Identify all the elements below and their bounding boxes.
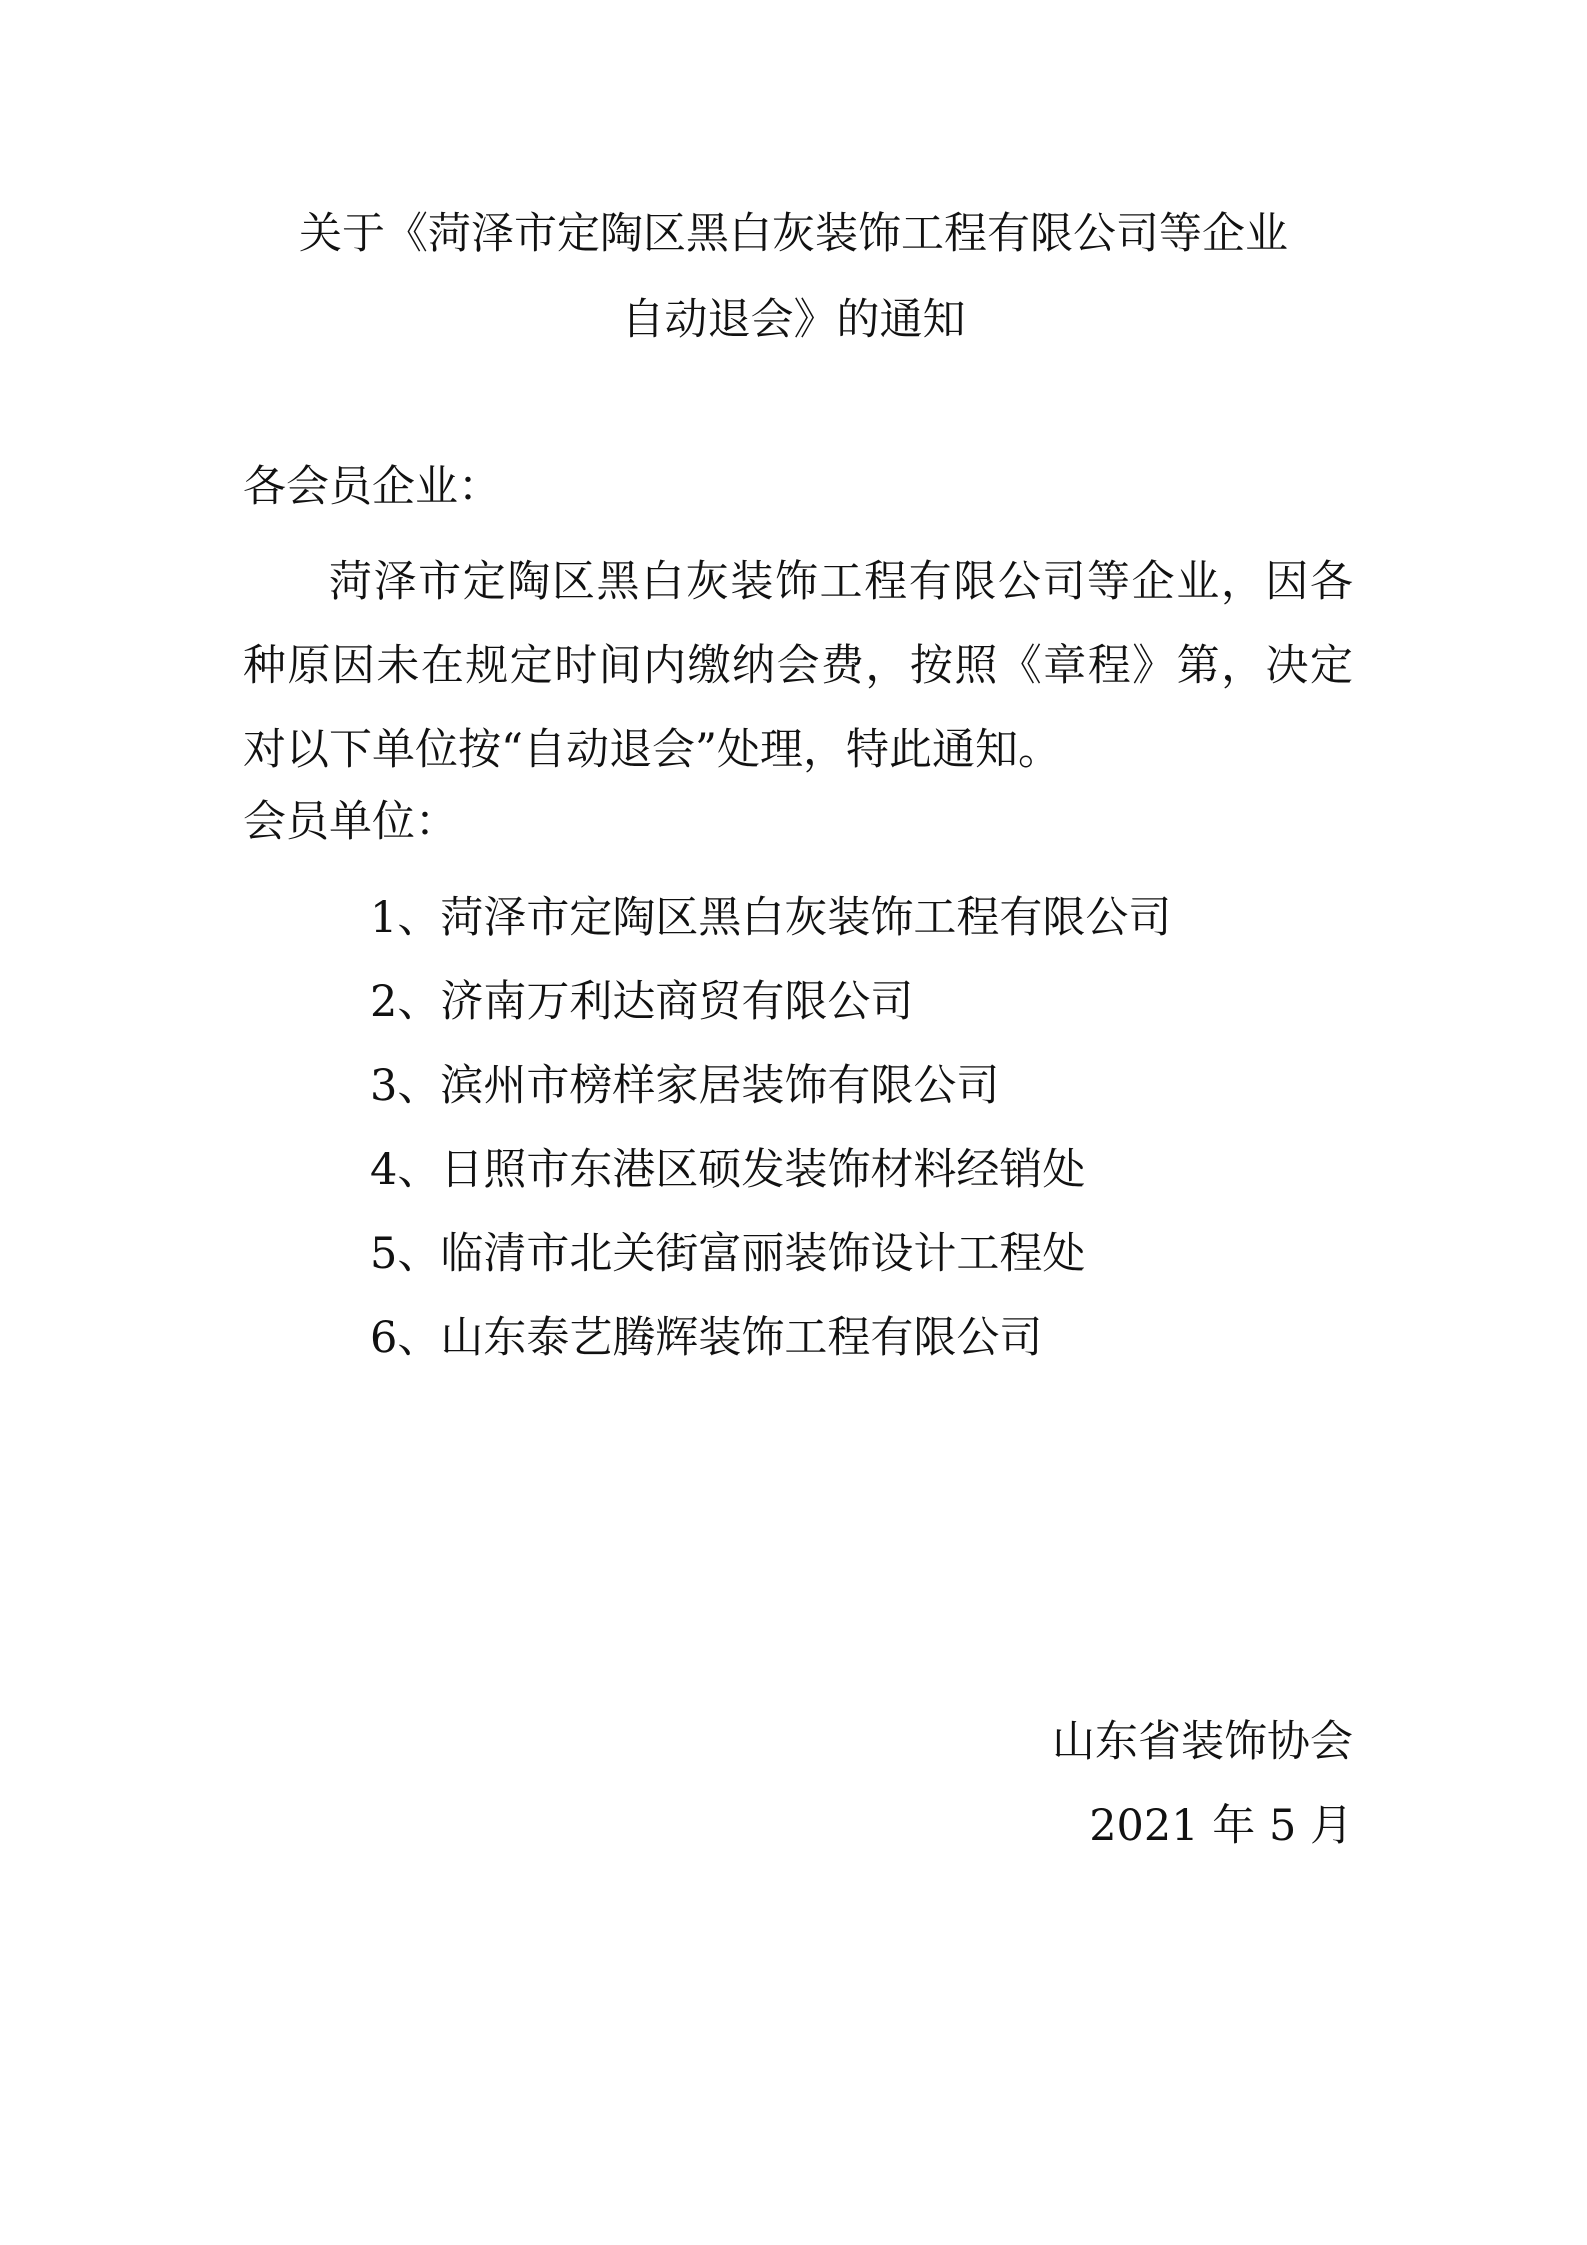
signature-organization: 山东省装饰协会 — [1052, 1717, 1353, 1767]
member-item-4: 4、日照市东港区硕发装饰材料经销处 — [370, 1145, 1086, 1195]
notice-title-line1: 关于《菏泽市定陶区黑白灰装饰工程有限公司等企业 — [299, 209, 1288, 259]
member-item-3: 3、滨州市榜样家居装饰有限公司 — [370, 1061, 1000, 1111]
signature-date: 2021 年 5 月 — [1089, 1801, 1353, 1851]
salutation: 各会员企业： — [243, 462, 501, 512]
members-label: 会员单位： — [243, 797, 458, 847]
notice-title-line2: 自动退会》的通知 — [621, 295, 966, 345]
member-item-6: 6、山东泰艺腾辉装饰工程有限公司 — [370, 1313, 1043, 1363]
notice-body: 菏泽市定陶区黑白灰装饰工程有限公司等企业，因各种原因未在规定时间内缴纳会费，按照《章程》第，决定对以下单位按“自动退会”处理，特此通知。 — [243, 557, 1353, 775]
member-item-5: 5、临清市北关街富丽装饰设计工程处 — [370, 1229, 1086, 1279]
member-list — [370, 876, 1171, 1380]
member-item-1: 1、菏泽市定陶区黑白灰装饰工程有限公司 — [370, 893, 1172, 943]
member-item-2: 2、济南万利达商贸有限公司 — [370, 977, 914, 1027]
